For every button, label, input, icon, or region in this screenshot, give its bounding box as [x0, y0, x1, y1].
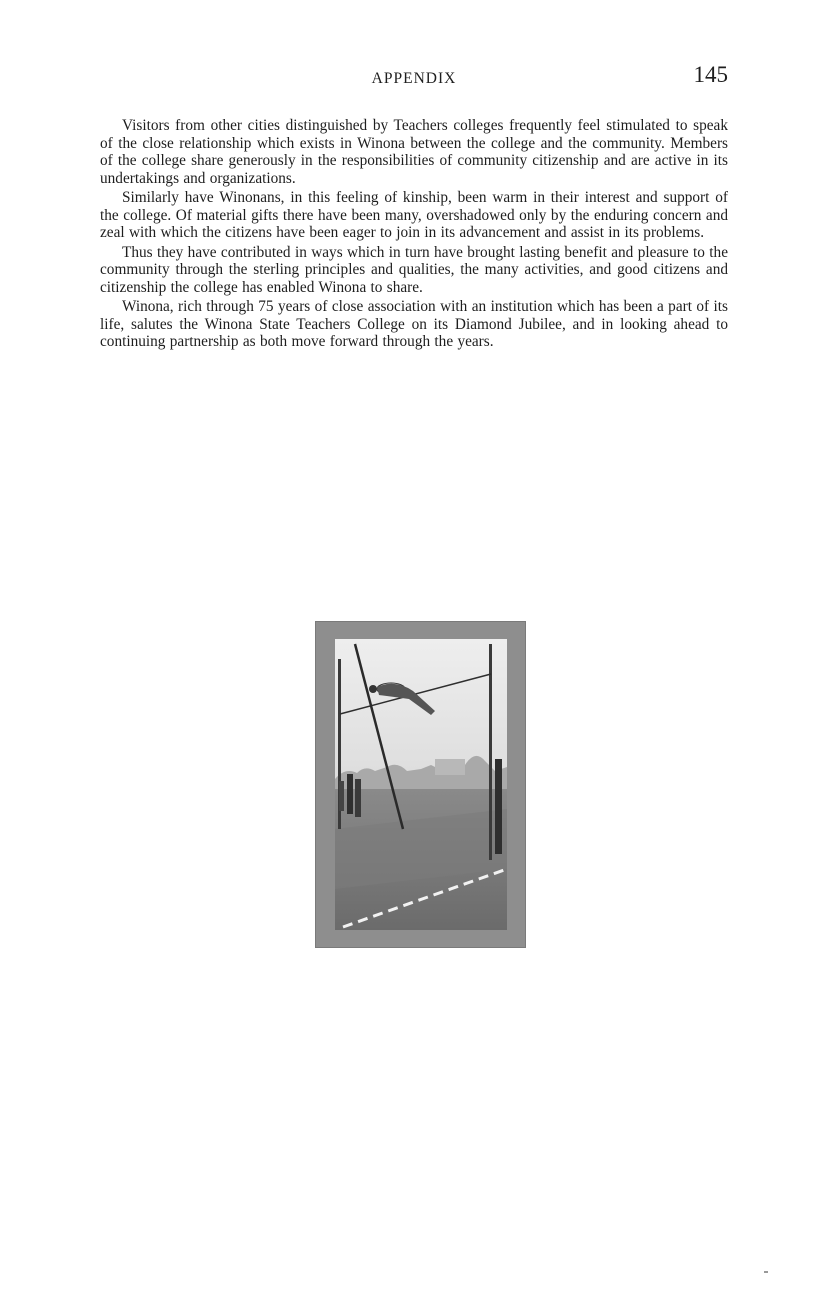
- spectator: [355, 779, 361, 817]
- print-speck: [764, 1271, 768, 1273]
- paragraph-winona: Winona, rich through 75 years of close association with an institution which has been a part of its life, salutes the Winona State Teachers College on its Diamond Jubilee, and in looking ahead to continuing partnership as both move forward through the years.: [100, 298, 728, 350]
- right-upright: [489, 644, 492, 860]
- photo-frame: [315, 621, 526, 948]
- background-building: [435, 759, 465, 775]
- spectator: [339, 781, 344, 811]
- paragraph-similarly: Similarly have Winonans, in this feeling of kinship, been warm in their interest and support of the college. Of material gifts there have been many, overshadowed only by the enduring concern and zeal with which the citizens have been eager to join in its advancement and assist in its problems.: [100, 189, 728, 241]
- paragraph-visitors: Visitors from other cities distinguished by Teachers colleges frequently feel stimulated to speak of the close relationship which exists in Winona between the college and the community. Members of the college share generously in the responsibilities of community citizenship and are active in its undertakings and organizations.: [100, 117, 728, 187]
- running-title: APPENDIX: [371, 70, 457, 87]
- paragraph-thus: Thus they have contributed in ways which in turn have brought lasting benefit and pleasure to the community through the sterling principles and qualities, the many activities, and good citizens and citizenship the college has enabled Winona to share.: [100, 243, 728, 296]
- body-text: [100, 117, 728, 351]
- page-number: 145: [693, 62, 728, 87]
- pole-vault-photograph: [335, 639, 507, 930]
- spectator: [347, 774, 353, 814]
- post-shadow: [495, 759, 502, 854]
- running-head: [100, 62, 728, 92]
